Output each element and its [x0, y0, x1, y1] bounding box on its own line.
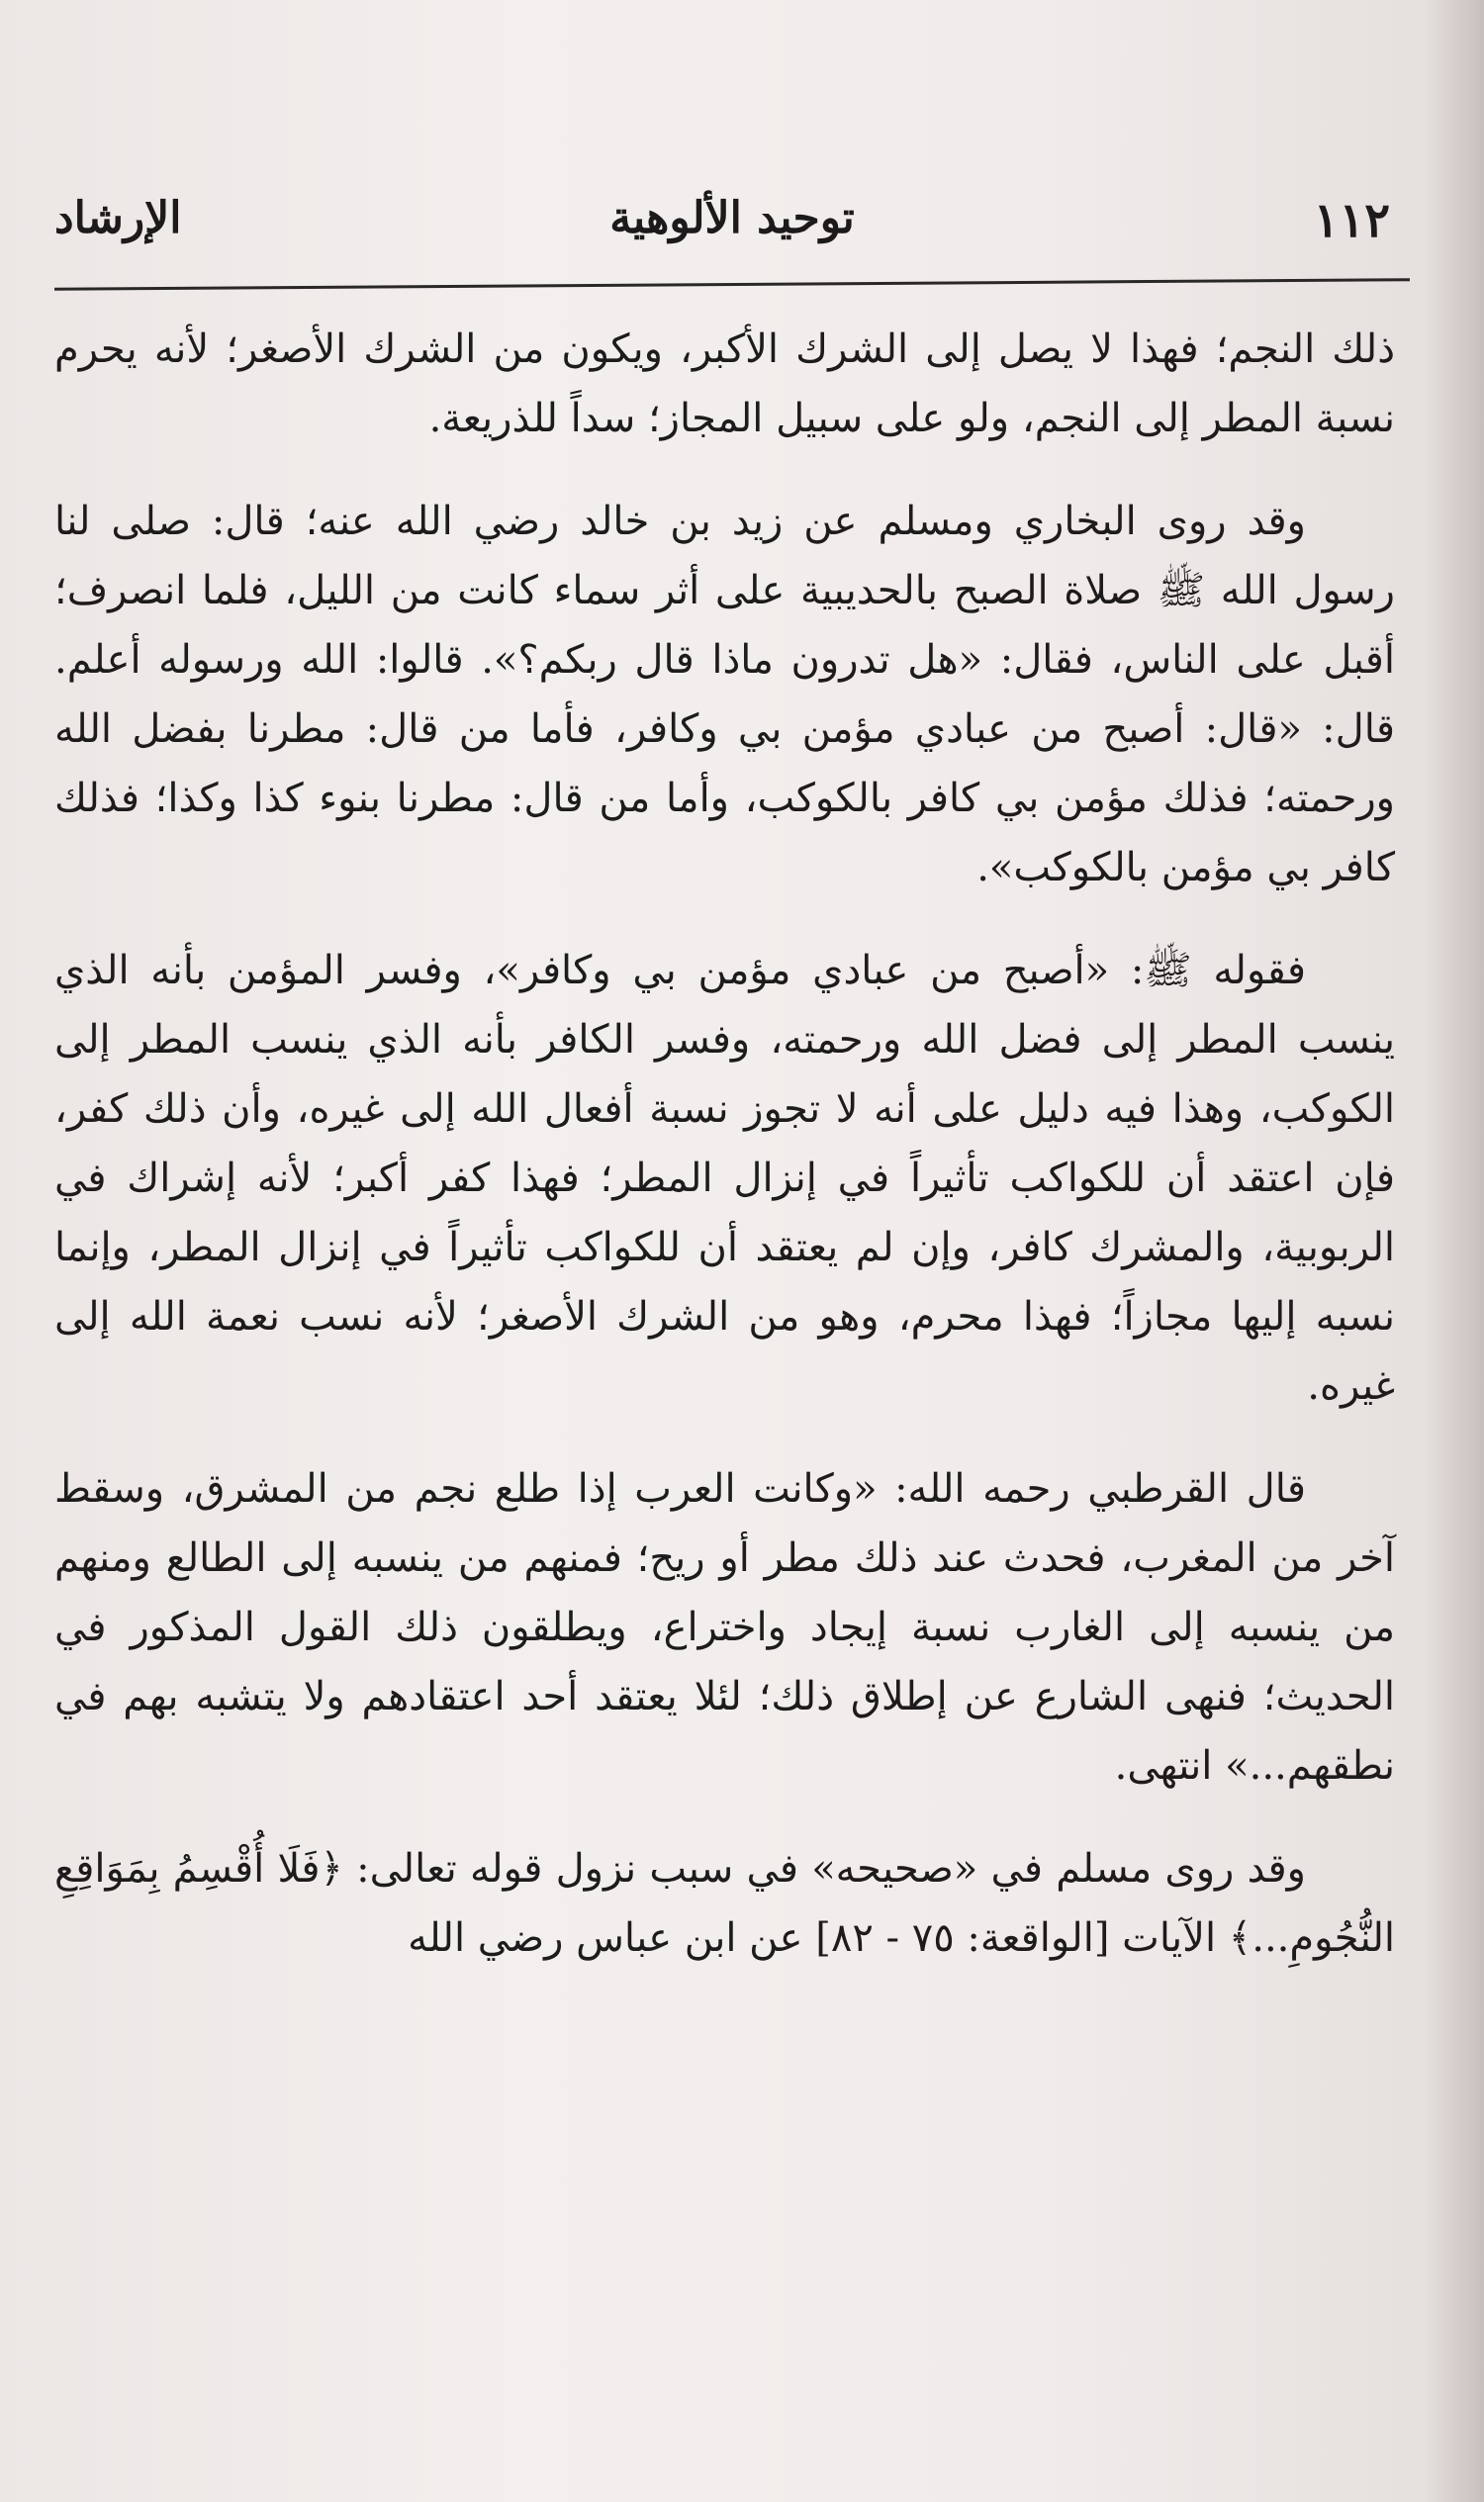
header-rule	[54, 278, 1410, 291]
paragraph: قال القرطبي رحمه الله: «وكانت العرب إذا طلع نجم من المشرق، وسقط آخر من المغرب، فحدث عند ذلك مطر أو ريح؛ فمنهم من ينسبه إلى الطالع ومنهم من ينسبه إلى الغارب نسبة إيجاد واختراع، ويطلقون ذلك القول المذكور في الحديث؛ فنهى الشارع عن إطلاق ذلك؛ لئلا يعتقد أحد اعتقادهم ولا يتشبه بهم في نطقهم...» انتهى.	[54, 1466, 1395, 1789]
running-header	[54, 183, 1410, 277]
page-body	[54, 315, 1395, 1973]
paragraph: وقد روى البخاري ومسلم عن زيد بن خالد رضي الله عنه؛ قال: صلى لنا رسول الله ﷺ صلاة الصبح بالحديبية على أثر سماء كانت من الليل، فلما انصرف؛ أقبل على الناس، فقال: «هل تدرون ماذا قال ربكم؟». قالوا: الله ورسوله أعلم. قال: «قال: أصبح من عبادي مؤمن بي وكافر، فأما من قال: مطرنا بفضل الله ورحمته؛ فذلك مؤمن بي كافر بالكوكب، وأما من قال: مطرنا بنوء كذا وكذا؛ فذلك كافر بي مؤمن بالكوكب».	[54, 499, 1396, 890]
paragraph: ذلك النجم؛ فهذا لا يصل إلى الشرك الأكبر، ويكون من الشرك الأصغر؛ لأنه يحرم نسبة المطر إلى النجم، ولو على سبيل المجاز؛ سداً للذريعة.	[54, 326, 1395, 441]
chapter-title: توحيد الألوهية	[609, 193, 855, 243]
book-title: الإرشاد	[54, 193, 182, 243]
page-edge-shadow	[1425, 0, 1484, 2502]
paragraph: فقوله ﷺ: «أصبح من عبادي مؤمن بي وكافر»، وفسر المؤمن بأنه الذي ينسب المطر إلى فضل الله ورحمته، وفسر الكافر بأنه الذي ينسب المطر إلى الكوكب، وهذا فيه دليل على أنه لا تجوز نسبة أفعال الله إلى غيره، وأن ذلك كفر، فإن اعتقد أن للكواكب تأثيراً في إنزال المطر؛ فهذا كفر أكبر؛ لأنه إشراك في الربوبية، والمشرك كافر، وإن لم يعتقد أن للكواكب تأثيراً في إنزال المطر، وإنما نسبه إليها مجازاً؛ فهذا محرم، وهو من الشرك الأصغر؛ لأنه نسب نعمة الله إلى غيره.	[54, 948, 1395, 1409]
paragraph: وقد روى مسلم في «صحيحه» في سبب نزول قوله تعالى: ﴿فَلَا أُقْسِمُ بِمَوَاقِعِ النُّجُومِ...﴾ الآيات [الواقعة: ٧٥ - ٨٢] عن ابن عباس رضي الله	[54, 1846, 1395, 1961]
page-number: ١١٢	[1313, 193, 1390, 248]
